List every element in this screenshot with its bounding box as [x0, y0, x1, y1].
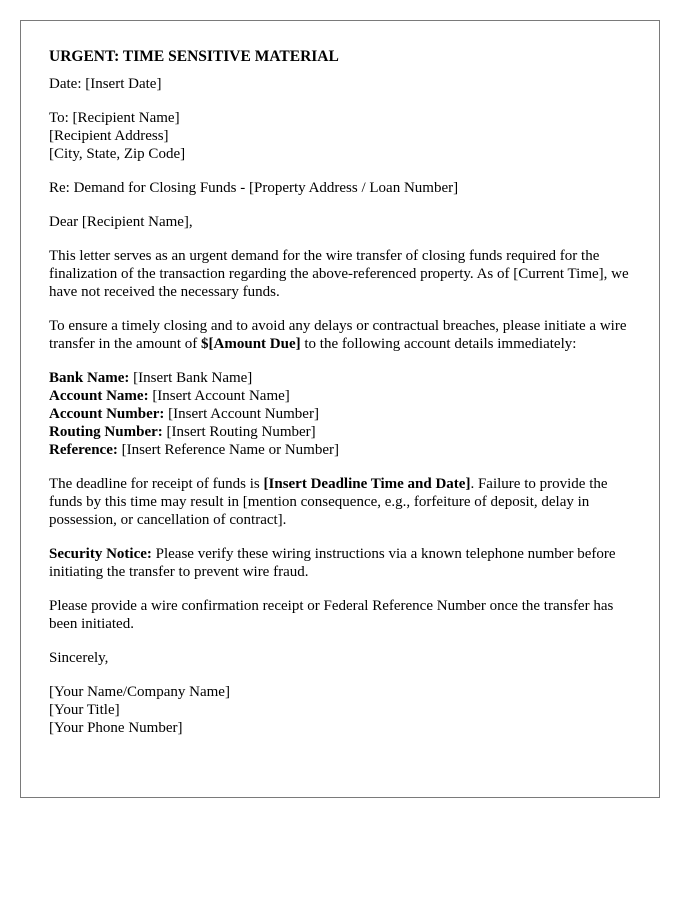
bank-name-value: [Insert Bank Name]	[129, 370, 253, 386]
letter-date: Date: [Insert Date]	[49, 76, 162, 92]
reference-value: [Insert Reference Name or Number]	[117, 442, 339, 458]
routing-number-row	[49, 423, 631, 441]
recipient-city: [City, State, Zip Code]	[49, 146, 186, 162]
subject-line: Re: Demand for Closing Funds - [Property Address / Loan Number]	[49, 180, 459, 196]
salutation: Dear [Recipient Name],	[49, 214, 193, 230]
account-name-value: [Insert Account Name]	[148, 388, 290, 404]
security-notice	[49, 545, 631, 581]
account-number-label: Account Number:	[49, 406, 165, 422]
paragraph-2-outro: to the following account details immediately:	[300, 336, 577, 352]
routing-number-label: Routing Number:	[49, 424, 163, 440]
signature-name: [Your Name/Company Name]	[49, 684, 230, 700]
recipient-name: To: [Recipient Name]	[49, 110, 180, 126]
deadline-consequence: . Failure to provide the funds by this time may result in [mention consequence, e.g., forfeiture of deposit, delay in possession, or cancellation of contract].	[49, 476, 608, 528]
bank-name-label: Bank Name:	[49, 370, 130, 386]
body-paragraph-4: Please provide a wire confirmation receipt or Federal Reference Number once the transfer has been initiated.	[49, 598, 614, 632]
reference-label: Reference:	[49, 442, 118, 458]
bank-name-row	[49, 369, 631, 387]
letter-document	[20, 20, 660, 798]
account-details	[49, 369, 631, 459]
signature-phone: [Your Phone Number]	[49, 720, 183, 736]
account-number-value: [Insert Account Number]	[164, 406, 319, 422]
letter-heading: URGENT: TIME SENSITIVE MATERIAL	[49, 48, 339, 65]
account-number-row	[49, 405, 631, 423]
account-name-row	[49, 387, 631, 405]
closing: Sincerely,	[49, 650, 109, 666]
account-name-label: Account Name:	[49, 388, 149, 404]
routing-number-value: [Insert Routing Number]	[162, 424, 316, 440]
recipient-block	[49, 109, 631, 163]
body-paragraph-2	[49, 317, 631, 353]
deadline-value: [Insert Deadline Time and Date]	[263, 476, 471, 492]
body-paragraph-1: This letter serves as an urgent demand for the wire transfer of closing funds required for the finalization of the transaction regarding the above-referenced property. As of [Current Time], we have not received the necessary funds.	[49, 248, 629, 300]
amount-due: $[Amount Due]	[201, 336, 301, 352]
recipient-address: [Recipient Address]	[49, 128, 169, 144]
security-notice-text: Please verify these wiring instructions via a known telephone number before initiating the transfer to prevent wire fraud.	[49, 546, 616, 580]
signature-title: [Your Title]	[49, 702, 120, 718]
signature-block	[49, 683, 631, 737]
deadline-intro: The deadline for receipt of funds is	[49, 476, 264, 492]
security-notice-label: Security Notice:	[49, 546, 152, 562]
paragraph-2-intro: To ensure a timely closing and to avoid any delays or contractual breaches, please initiate a wire transfer in the amount of	[49, 318, 627, 352]
reference-row	[49, 441, 631, 459]
body-paragraph-3	[49, 475, 631, 529]
